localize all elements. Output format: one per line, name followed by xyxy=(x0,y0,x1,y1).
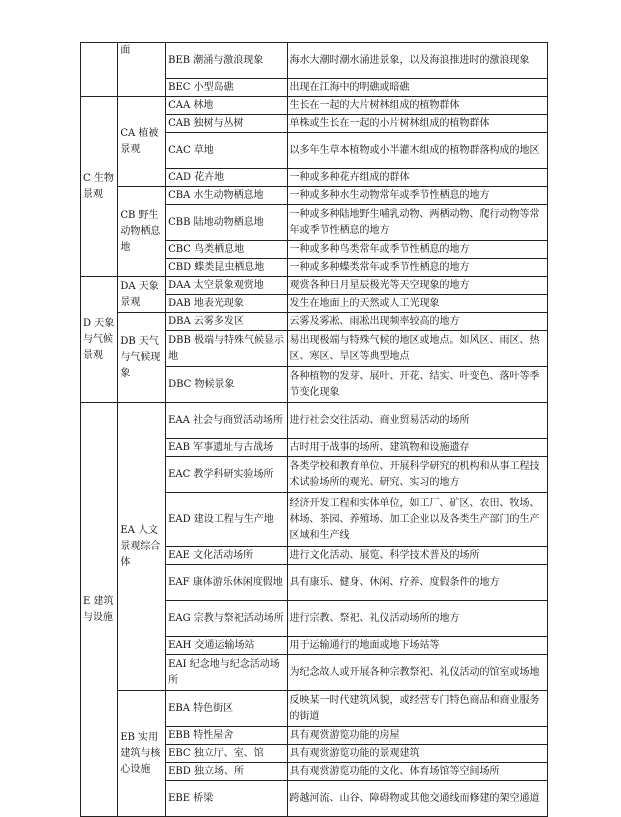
description-cell: 反映某一时代建筑风貌，或经营专门特色商品和商业服务的街道 xyxy=(287,691,548,727)
type-cell: DAB 地表光现象 xyxy=(166,295,287,313)
description-cell: 各种植物的发芽、展叶、开花、结实、叶变色、落叶等季节变化现象 xyxy=(287,367,548,403)
table-row xyxy=(81,277,548,295)
description-cell: 具有康乐、健身、休闲、疗养、度假条件的地方 xyxy=(287,565,548,601)
subcategory-cell: DB 天气与气候现象 xyxy=(118,313,166,403)
type-cell: EBD 独立场、所 xyxy=(166,763,287,781)
subcategory-cell: EA 人文景观综合体 xyxy=(118,403,166,691)
category-cell xyxy=(81,43,118,97)
category-cell: E 建筑与设施 xyxy=(81,403,118,817)
description-cell: 一种或多种蝶类常年或季节性栖息的地方 xyxy=(287,259,548,277)
description-cell: 进行文化活动、展览、科学技术普及的场所 xyxy=(287,547,548,565)
description-cell: 发生在地面上的天然或人工光现象 xyxy=(287,295,548,313)
type-cell: EAH 交通运输场站 xyxy=(166,637,287,655)
table-row xyxy=(81,97,548,115)
type-cell: EAI 纪念地与纪念活动场所 xyxy=(166,655,287,691)
tourism-resource-classification-table xyxy=(80,42,548,817)
table-row xyxy=(81,691,548,727)
type-cell: DBA 云雾多发区 xyxy=(166,313,287,331)
type-cell: DAA 太空景象观赏地 xyxy=(166,277,287,295)
type-cell: EAA 社会与商贸活动场所 xyxy=(166,403,287,439)
description-cell: 一种或多种水生动物常年或季节性栖息的地方 xyxy=(287,187,548,205)
subcategory-cell: EB 实用建筑与核心设施 xyxy=(118,691,166,817)
type-cell: DBB 极端与特殊气候显示地 xyxy=(166,331,287,367)
type-cell: CBC 鸟类栖息地 xyxy=(166,241,287,259)
type-cell: BEB 潮涌与激浪现象 xyxy=(166,43,287,79)
description-cell: 具有观赏游览功能的房屋 xyxy=(287,727,548,745)
description-cell: 一种或多种鸟类常年或季节性栖息的地方 xyxy=(287,241,548,259)
type-cell: CBB 陆地动物栖息地 xyxy=(166,205,287,241)
description-cell: 观赏各种日月星辰极光等天空现象的地方 xyxy=(287,277,548,295)
subcategory-cell: 面 xyxy=(118,43,166,97)
type-cell: EAE 文化活动场所 xyxy=(166,547,287,565)
subcategory-cell: CA 植被景观 xyxy=(118,97,166,187)
type-cell: EAG 宗教与祭祀活动场所 xyxy=(166,601,287,637)
description-cell: 出现在江海中的明礁或暗礁 xyxy=(287,79,548,97)
description-cell: 云雾及雾凇、雨凇出现频率较高的地方 xyxy=(287,313,548,331)
type-cell: CAB 独树与丛树 xyxy=(166,115,287,133)
type-cell: EBB 特性屋舍 xyxy=(166,727,287,745)
table-row xyxy=(81,403,548,439)
description-cell: 跨越河流、山谷、障碍物或其他交通线而修建的架空通道 xyxy=(287,781,548,817)
table-row xyxy=(81,313,548,331)
description-cell: 具有观赏游览功能的景观建筑 xyxy=(287,745,548,763)
type-cell: CBA 水生动物栖息地 xyxy=(166,187,287,205)
category-cell: C 生物景观 xyxy=(81,97,118,277)
description-cell: 为纪念故人或开展各种宗教祭祀、礼仪活动的馆室或场地 xyxy=(287,655,548,691)
type-cell: EAD 建设工程与生产地 xyxy=(166,493,287,547)
description-cell: 一种或多种花卉组成的群体 xyxy=(287,169,548,187)
type-cell: EBC 独立厅、室、馆 xyxy=(166,745,287,763)
description-cell: 经济开发工程和实体单位，如工厂、矿区、农田、牧场、林场、茶园、养殖场、加工企业以及各类生产部门的生产区域和生产线 xyxy=(287,493,548,547)
table-row xyxy=(81,187,548,205)
type-cell: BEC 小型岛礁 xyxy=(166,79,287,97)
subcategory-cell: CB 野生动物栖息地 xyxy=(118,187,166,277)
description-cell: 用于运输通行的地面或地下场站等 xyxy=(287,637,548,655)
description-cell: 一种或多种陆地野生哺乳动物、两栖动物、爬行动物等常年或季节性栖息的地方 xyxy=(287,205,548,241)
description-cell: 生长在一起的大片树林组成的植物群体 xyxy=(287,97,548,115)
type-cell: DBC 物候景象 xyxy=(166,367,287,403)
description-cell: 单株或生长在一起的小片树林组成的植物群体 xyxy=(287,115,548,133)
type-cell: CAA 林地 xyxy=(166,97,287,115)
description-cell: 具有观赏游览功能的文化、体育场馆等空间场所 xyxy=(287,763,548,781)
type-cell: CBD 蝶类昆虫栖息地 xyxy=(166,259,287,277)
description-cell: 进行社会交往活动、商业贸易活动的场所 xyxy=(287,403,548,439)
description-cell: 易出现极端与特殊气候的地区或地点。如风区、雨区、热区、寒区、旱区等典型地点 xyxy=(287,331,548,367)
type-cell: EBE 桥梁 xyxy=(166,781,287,817)
description-cell: 以多年生草本植物或小半灌木组成的植物群落构成的地区 xyxy=(287,133,548,169)
type-cell: EBA 特色街区 xyxy=(166,691,287,727)
type-cell: CAC 草地 xyxy=(166,133,287,169)
description-cell: 各类学校和教育单位、开展科学研究的机构和从事工程技术试验场所的观光、研究、实习的地方 xyxy=(287,457,548,493)
table-row xyxy=(81,43,548,79)
type-cell: CAD 花卉地 xyxy=(166,169,287,187)
description-cell: 进行宗教、祭祀、礼仪活动场所的地方 xyxy=(287,601,548,637)
type-cell: EAC 教学科研实验场所 xyxy=(166,457,287,493)
type-cell: EAB 军事遗址与古战场 xyxy=(166,439,287,457)
description-cell: 海水大潮时潮水涌进景象，以及海浪推进时的激浪现象 xyxy=(287,43,548,79)
subcategory-cell: DA 天象景观 xyxy=(118,277,166,313)
description-cell: 古时用于战事的场所、建筑物和设施遗存 xyxy=(287,439,548,457)
type-cell: EAF 康体游乐休闲度假地 xyxy=(166,565,287,601)
category-cell: D 天象与气候景观 xyxy=(81,277,118,403)
